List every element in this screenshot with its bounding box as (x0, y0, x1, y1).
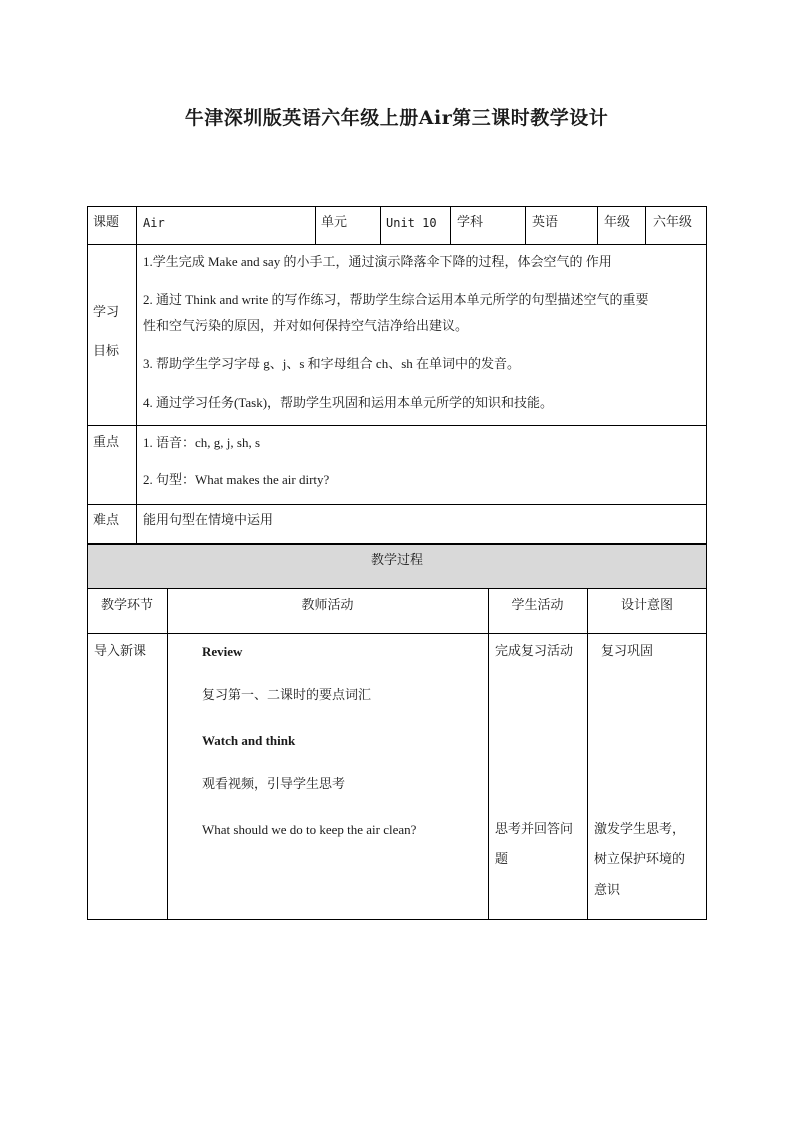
column-header-student: 学生活动 (511, 598, 564, 613)
key-point-item: 1. 语音：ch, g, j, sh, s (143, 435, 261, 450)
design-intent: 激发学生思考， (594, 822, 686, 837)
key-point-item: 2. 句型：What makes the air dirty? (143, 472, 330, 487)
objectives-label-line1: 学习 (93, 305, 120, 320)
grade-value: 六年级 (653, 215, 693, 230)
subject-label: 学科 (457, 215, 484, 230)
key-points-label: 重点 (93, 435, 120, 450)
difficulties-label: 难点 (93, 513, 120, 528)
subject-value: 英语 (532, 215, 559, 230)
column-header-intent: 设计意图 (620, 598, 673, 613)
objective-item: 2. 通过 Think and write 的写作练习，帮助学生综合运用本单元所学的句型描述空气的重要 (143, 292, 649, 307)
unit-label: 单元 (321, 215, 348, 230)
student-activity: 完成复习活动 (495, 644, 574, 659)
objective-item: 性和空气污染的原因，并对如何保持空气洁净给出建议。 (143, 318, 469, 333)
objectives-label-line2: 目标 (93, 344, 120, 359)
watch-text: 观看视频，引导学生思考 (202, 777, 346, 792)
grade-label: 年级 (604, 215, 631, 230)
objective-item: 1.学生完成 Make and say 的小手工，通过演示降落伞下降的过程，体会空气的 作用 (143, 254, 612, 269)
review-text: 复习第一、二课时的要点词汇 (202, 688, 372, 703)
lesson-value: Air (143, 216, 165, 230)
stage-cell: 导入新课 (94, 644, 147, 659)
column-header-stage: 教学环节 (100, 598, 153, 613)
teacher-question: What should we do to keep the air clean? (202, 822, 417, 837)
page-title: 牛津深圳版英语六年级上册Air第三课时教学设计 (184, 107, 609, 129)
design-intent: 复习巩固 (601, 644, 654, 659)
student-activity: 题 (495, 852, 509, 867)
process-header: 教学过程 (370, 553, 423, 568)
unit-value: Unit 10 (386, 216, 437, 230)
objective-item: 3. 帮助学生学习字母 g、j、s 和字母组合 ch、sh 在单词中的发音。 (143, 356, 521, 371)
column-header-teacher: 教师活动 (301, 598, 354, 613)
design-intent: 意识 (594, 883, 621, 898)
difficulties-text: 能用句型在情境中运用 (143, 513, 274, 528)
design-intent: 树立保护环境的 (594, 852, 686, 867)
review-heading: Review (202, 644, 243, 659)
student-activity: 思考并回答问 (495, 822, 574, 837)
objective-item: 4. 通过学习任务(Task)，帮助学生巩固和运用本单元所学的知识和技能。 (143, 395, 554, 410)
lesson-label: 课题 (93, 215, 120, 230)
watch-heading: Watch and think (202, 733, 296, 748)
